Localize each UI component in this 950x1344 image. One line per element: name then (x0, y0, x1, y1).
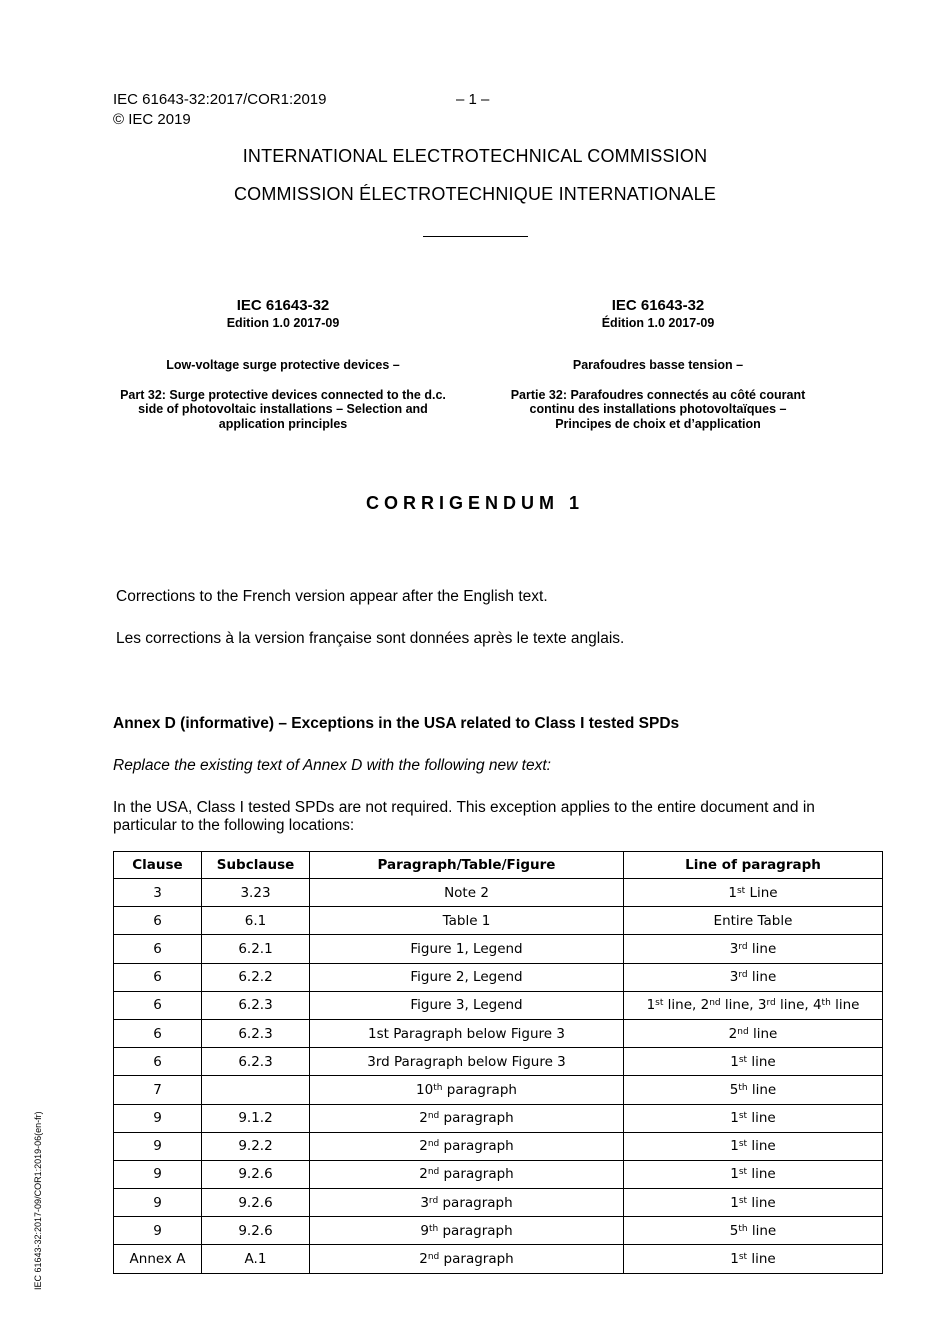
line-cell: 1st Line (624, 879, 883, 907)
clause-cell: 9 (114, 1160, 202, 1188)
table-row (114, 1217, 883, 1245)
line-cell: 1st line (624, 1132, 883, 1160)
subclause-cell: 6.2.2 (202, 963, 310, 991)
clause-cell: 9 (114, 1217, 202, 1245)
header-paragraph-table-figure: Paragraph/Table/Figure (310, 852, 624, 879)
clause-cell: 7 (114, 1076, 202, 1104)
locations-table (113, 851, 883, 1274)
table-row (114, 935, 883, 963)
table-row (114, 991, 883, 1019)
line-cell: 1st line (624, 1160, 883, 1188)
subclause-cell: 9.1.2 (202, 1104, 310, 1132)
line-cell: 1st line (624, 1104, 883, 1132)
page-number: – 1 – (456, 91, 490, 108)
subclause-cell: 6.2.3 (202, 991, 310, 1019)
table-row (114, 1104, 883, 1132)
line-cell: 1st line (624, 1245, 883, 1273)
annex-heading: Annex D (informative) – Exceptions in the USA related to Class I tested SPDs (113, 715, 680, 732)
table-row (114, 1189, 883, 1217)
table-row (114, 1076, 883, 1104)
line-cell: 1st line, 2nd line, 3rd line, 4th line (624, 991, 883, 1019)
line-cell: 2nd line (624, 1019, 883, 1047)
clause-cell: 9 (114, 1132, 202, 1160)
line-cell: Entire Table (624, 907, 883, 935)
subclause-cell: 6.2.1 (202, 935, 310, 963)
table-row (114, 1132, 883, 1160)
table-row (114, 963, 883, 991)
subclause-cell: 9.2.6 (202, 1160, 310, 1188)
french-edition: Édition 1.0 2017-09 (601, 316, 715, 330)
paragraph-cell: Figure 3, Legend (310, 991, 624, 1019)
subclause-cell: 3.23 (202, 879, 310, 907)
organization-name-english: INTERNATIONAL ELECTROTECHNICAL COMMISSION (242, 146, 708, 166)
english-standard-block (113, 297, 453, 431)
clause-cell: 6 (114, 991, 202, 1019)
paragraph-cell: 2nd paragraph (310, 1104, 624, 1132)
document-identifier-sidenote: IEC 61643-32:2017-09/COR1:2019-06(en-fr) (33, 1111, 43, 1290)
intro-english: Corrections to the French version appear after the English text. (116, 588, 548, 605)
line-cell: 3rd line (624, 963, 883, 991)
french-title-series: Parafoudres basse tension – (572, 358, 744, 372)
paragraph-cell: Figure 2, Legend (310, 963, 624, 991)
subclause-cell: 6.2.3 (202, 1048, 310, 1076)
paragraph-cell: 2nd paragraph (310, 1132, 624, 1160)
table-row (114, 1245, 883, 1273)
paragraph-cell: 3rd Paragraph below Figure 3 (310, 1048, 624, 1076)
paragraph-cell: Note 2 (310, 879, 624, 907)
paragraph-cell: Figure 1, Legend (310, 935, 624, 963)
clause-cell: 6 (114, 907, 202, 935)
corrigendum-title: CORRIGENDUM 1 (365, 493, 584, 513)
clause-cell: Annex A (114, 1245, 202, 1273)
intro-french: Les corrections à la version française sont données après le texte anglais. (116, 630, 625, 647)
organization-name-french: COMMISSION ÉLECTROTECHNIQUE INTERNATIONALE (233, 184, 717, 204)
french-standard-block (488, 297, 828, 431)
clause-cell: 9 (114, 1104, 202, 1132)
subclause-cell: 9.2.6 (202, 1189, 310, 1217)
line-cell: 3rd line (624, 935, 883, 963)
header-subclause: Subclause (202, 852, 310, 879)
english-title-part: Part 32: Surge protective devices connected to the d.c. side of photovoltaic installations – Selection and application principles (120, 387, 446, 431)
english-standard-number: IEC 61643-32 (236, 297, 330, 314)
table-row (114, 1019, 883, 1047)
clause-cell: 3 (114, 879, 202, 907)
subclause-cell: A.1 (202, 1245, 310, 1273)
subclause-cell: 9.2.6 (202, 1217, 310, 1245)
paragraph-cell: 9th paragraph (310, 1217, 624, 1245)
subclause-cell: 6.2.3 (202, 1019, 310, 1047)
paragraph-cell: Table 1 (310, 907, 624, 935)
line-cell: 5th line (624, 1076, 883, 1104)
annex-instruction: Replace the existing text of Annex D with the following new text: (113, 757, 551, 774)
header-clause: Clause (114, 852, 202, 879)
clause-cell: 6 (114, 1019, 202, 1047)
clause-cell: 6 (114, 935, 202, 963)
clause-cell: 6 (114, 1048, 202, 1076)
header-line-of-paragraph: Line of paragraph (624, 852, 883, 879)
annex-body: In the USA, Class I tested SPDs are not required. This exception applies to the entire document and in particular to the following locations: (113, 799, 815, 834)
english-title-series: Low-voltage surge protective devices – (166, 358, 400, 372)
document-reference: IEC 61643-32:2017/COR1:2019 (113, 91, 327, 108)
table-row (114, 907, 883, 935)
table-row (114, 879, 883, 907)
table-header-row (114, 852, 883, 879)
table-body (114, 879, 883, 1274)
subclause-cell: 9.2.2 (202, 1132, 310, 1160)
copyright-notice: © IEC 2019 (113, 111, 191, 128)
paragraph-cell: 2nd paragraph (310, 1245, 624, 1273)
line-cell: 1st line (624, 1189, 883, 1217)
french-title-part: Partie 32: Parafoudres connectés au côté courant continu des installations photovoltaïques – Principes de choix et d’application (510, 387, 806, 431)
paragraph-cell: 10th paragraph (310, 1076, 624, 1104)
french-standard-number: IEC 61643-32 (611, 297, 705, 314)
clause-cell: 9 (114, 1189, 202, 1217)
paragraph-cell: 1st Paragraph below Figure 3 (310, 1019, 624, 1047)
paragraph-cell: 3rd paragraph (310, 1189, 624, 1217)
clause-cell: 6 (114, 963, 202, 991)
subclause-cell (202, 1076, 310, 1104)
subclause-cell: 6.1 (202, 907, 310, 935)
line-cell: 1st line (624, 1048, 883, 1076)
paragraph-cell: 2nd paragraph (310, 1160, 624, 1188)
table-row (114, 1160, 883, 1188)
title-divider (423, 236, 528, 237)
english-edition: Edition 1.0 2017-09 (226, 316, 340, 330)
line-cell: 5th line (624, 1217, 883, 1245)
table-row (114, 1048, 883, 1076)
